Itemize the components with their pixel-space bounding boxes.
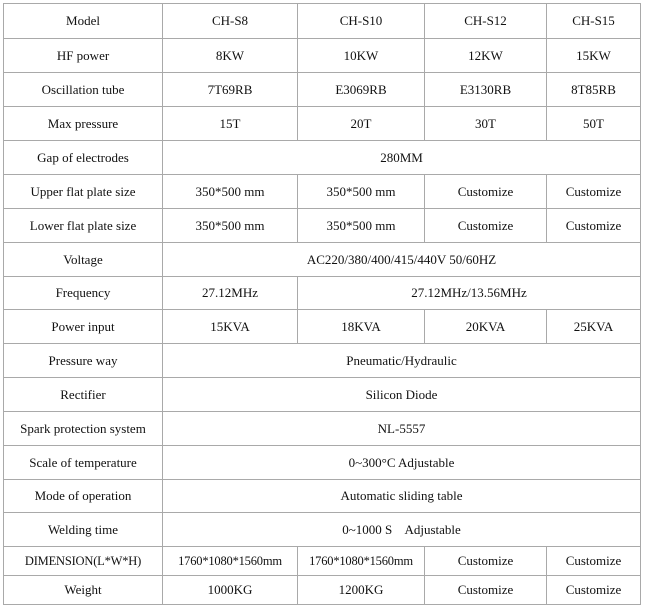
cell-value: 15T [163,107,298,141]
cell-value: 350*500 mm [163,209,298,243]
row-label-frequency: Frequency [4,277,163,310]
table-row-welding-time [4,513,641,547]
cell-value: 0~1000 S Adjustable [163,513,641,547]
model-ch-s10: CH-S10 [298,4,425,39]
table-row-spark-protection [4,412,641,446]
model-ch-s12: CH-S12 [425,4,547,39]
cell-value: 18KVA [298,310,425,344]
cell-value: E3069RB [298,73,425,107]
cell-value: 1200KG [298,576,425,605]
row-label-upper-plate: Upper flat plate size [4,175,163,209]
table-row-scale-of-temperature [4,446,641,480]
cell-value: AC220/380/400/415/440V 50/60HZ [163,243,641,277]
row-label-rectifier: Rectifier [4,378,163,412]
cell-value: Customize [547,576,641,605]
cell-value: 10KW [298,39,425,73]
row-label-model: Model [4,4,163,39]
row-label-lower-plate: Lower flat plate size [4,209,163,243]
cell-value: 20T [298,107,425,141]
cell-value: 350*500 mm [298,175,425,209]
table-row-max-pressure [4,107,641,141]
cell-value: 25KVA [547,310,641,344]
cell-value: 30T [425,107,547,141]
table-row-model [4,4,641,39]
cell-value: 20KVA [425,310,547,344]
cell-value: 1000KG [163,576,298,605]
row-label-gap-of-electrodes: Gap of electrodes [4,141,163,175]
table-row-mode-of-operation [4,480,641,513]
table-row-hf-power [4,39,641,73]
cell-value: 50T [547,107,641,141]
table-row-pressure-way [4,344,641,378]
row-label-weight: Weight [4,576,163,605]
cell-value: Silicon Diode [163,378,641,412]
cell-value: 12KW [425,39,547,73]
row-label-mode-of-operation: Mode of operation [4,480,163,513]
table-row-rectifier [4,378,641,412]
table-row-oscillation-tube [4,73,641,107]
row-label-welding-time: Welding time [4,513,163,547]
cell-value: Customize [547,547,641,576]
cell-value: Customize [425,209,547,243]
cell-value: Customize [425,175,547,209]
row-label-voltage: Voltage [4,243,163,277]
row-label-spark-protection: Spark protection system [4,412,163,446]
spec-table [3,3,641,605]
table-row-power-input [4,310,641,344]
cell-value: 350*500 mm [163,175,298,209]
model-ch-s8: CH-S8 [163,4,298,39]
cell-value: Customize [547,209,641,243]
row-label-max-pressure: Max pressure [4,107,163,141]
cell-value: 15KVA [163,310,298,344]
row-label-scale-of-temperature: Scale of temperature [4,446,163,480]
cell-value: 7T69RB [163,73,298,107]
row-label-oscillation-tube: Oscillation tube [4,73,163,107]
cell-value: 1760*1080*1560mm [163,547,298,576]
row-label-dimension: DIMENSION(L*W*H) [4,547,163,576]
table-row-dimension [4,547,641,576]
table-row-weight [4,576,641,605]
model-ch-s15: CH-S15 [547,4,641,39]
cell-value: Automatic sliding table [163,480,641,513]
cell-value: 8KW [163,39,298,73]
cell-value: 27.12MHz [163,277,298,310]
cell-value: Pneumatic/Hydraulic [163,344,641,378]
cell-value: 27.12MHz/13.56MHz [298,277,641,310]
table-row-voltage [4,243,641,277]
cell-value: 280MM [163,141,641,175]
cell-value: 8T85RB [547,73,641,107]
cell-value: 1760*1080*1560mm [298,547,425,576]
row-label-hf-power: HF power [4,39,163,73]
table-row-frequency [4,277,641,310]
cell-value: NL-5557 [163,412,641,446]
cell-value: 15KW [547,39,641,73]
cell-value: E3130RB [425,73,547,107]
table-row-gap-of-electrodes [4,141,641,175]
cell-value: Customize [547,175,641,209]
cell-value: Customize [425,547,547,576]
cell-value: 0~300°C Adjustable [163,446,641,480]
cell-value: Customize [425,576,547,605]
row-label-pressure-way: Pressure way [4,344,163,378]
table-row-lower-plate [4,209,641,243]
row-label-power-input: Power input [4,310,163,344]
table-row-upper-plate [4,175,641,209]
cell-value: 350*500 mm [298,209,425,243]
